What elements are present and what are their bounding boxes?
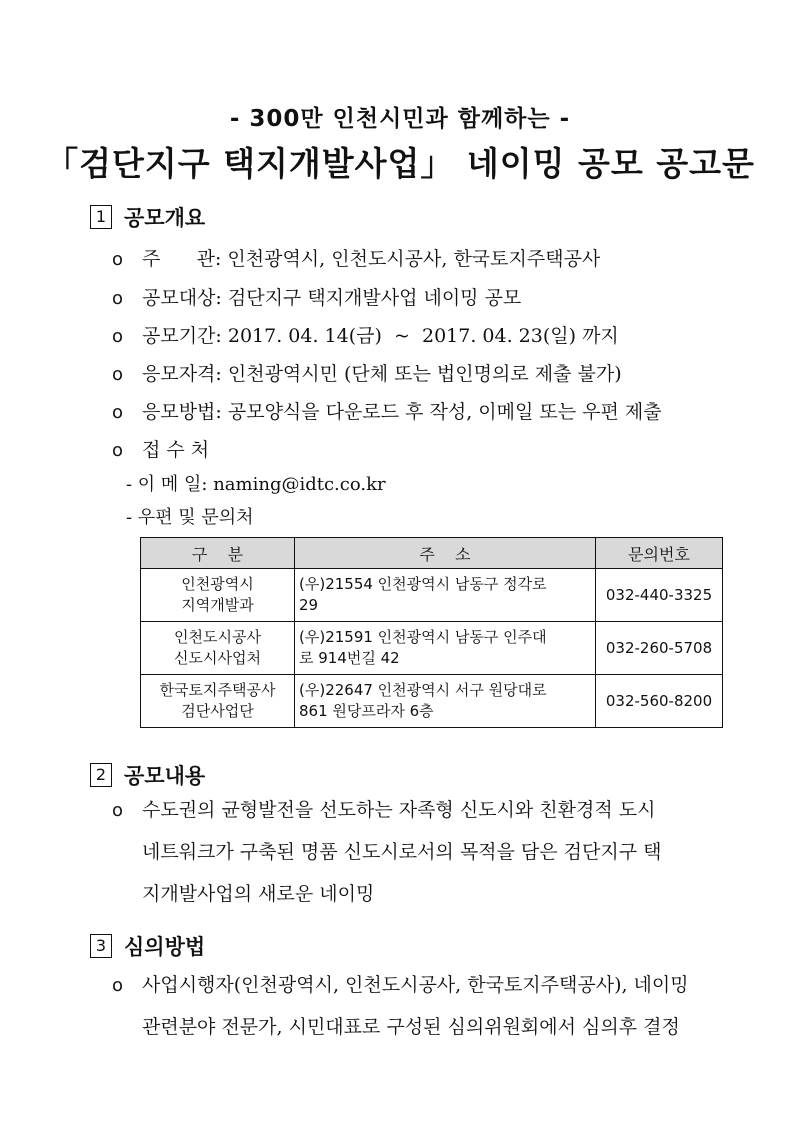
section-title: 공모개요 xyxy=(124,206,206,230)
overview-item-method xyxy=(112,397,662,424)
division-line-1: 한국토지주택공사 xyxy=(159,681,276,699)
paragraph-line: 관련분야 전문가, 시민대표로 구성된 심의위원회에서 심의후 결정 xyxy=(142,1016,680,1038)
paragraph-line: 지개발사업의 새로운 네이밍 xyxy=(142,883,375,905)
bullet-icon: o xyxy=(112,975,124,996)
table-header-row xyxy=(141,538,723,569)
address-cell xyxy=(295,622,596,675)
section-number-box: 3 xyxy=(90,934,112,958)
bullet-icon: o xyxy=(112,402,124,423)
address-line-1: (우)22647 인천광역시 서구 원당대로 xyxy=(299,681,547,699)
division-cell xyxy=(141,622,295,675)
table-row xyxy=(141,675,723,728)
paragraph-line: 네트워크가 구축된 명품 신도시로서의 목적을 담은 검단지구 택 xyxy=(142,841,662,863)
item-text: 공모대상: 검단지구 택지개발사업 네이밍 공모 xyxy=(142,287,522,309)
column-header-address: 주 소 xyxy=(295,538,596,569)
phone-cell: 032-440-3325 xyxy=(596,569,723,622)
item-text: 응모방법: 공모양식을 다운로드 후 작성, 이메일 또는 우편 제출 xyxy=(142,401,662,423)
item-text: 접 수 처 xyxy=(142,439,210,461)
section-title: 공모내용 xyxy=(124,764,206,788)
overview-item-eligibility xyxy=(112,359,622,386)
division-line-2: 검단사업단 xyxy=(181,702,254,720)
division-cell xyxy=(141,569,295,622)
section-1-heading xyxy=(90,202,205,232)
section-number-box: 1 xyxy=(90,205,112,229)
address-cell xyxy=(295,569,596,622)
bullet-icon: o xyxy=(112,288,124,309)
bullet-icon: o xyxy=(112,364,124,385)
paragraph-line: 수도권의 균형발전을 선도하는 자족형 신도시와 친환경적 도시 xyxy=(142,799,656,821)
overview-item-period xyxy=(112,321,619,348)
document-title: 「검단지구 택지개발사업」 네이밍 공모 공고문 xyxy=(45,144,755,183)
table-row xyxy=(141,569,723,622)
address-cell xyxy=(295,675,596,728)
address-line-2: 로 914번길 42 xyxy=(299,649,400,667)
section-number-box: 2 xyxy=(90,763,112,787)
post-inquiry-line: - 우편 및 문의처 xyxy=(126,507,254,528)
address-line-2: 861 원당프라자 6층 xyxy=(299,702,434,720)
document-subtitle: - 300만 인천시민과 함께하는 - xyxy=(229,106,571,132)
section-3-heading xyxy=(90,931,205,961)
phone-cell: 032-260-5708 xyxy=(596,622,723,675)
section-title: 심의방법 xyxy=(124,935,206,959)
bullet-icon: o xyxy=(112,326,124,347)
paragraph-line: 사업시행자(인천광역시, 인천도시공사, 한국토지주택공사), 네이밍 xyxy=(142,974,689,996)
column-header-phone: 문의번호 xyxy=(596,538,723,569)
overview-item-reception xyxy=(112,435,209,462)
item-text: 공모기간: 2017. 04. 14(금) ~ 2017. 04. 23(일) 까지 xyxy=(142,325,619,347)
address-line-1: (우)21591 인천광역시 남동구 인주대 xyxy=(299,628,547,646)
overview-item-target xyxy=(112,283,521,310)
email-line: - 이 메 일: naming@idtc.co.kr xyxy=(126,474,386,495)
table-row xyxy=(141,622,723,675)
division-line-1: 인천도시공사 xyxy=(174,628,261,646)
contact-table xyxy=(140,537,723,728)
review-paragraph xyxy=(112,970,689,997)
bullet-icon: o xyxy=(112,249,124,270)
content-paragraph xyxy=(112,795,655,822)
division-line-1: 인천광역시 xyxy=(181,575,254,593)
section-2-heading xyxy=(90,760,205,790)
phone-cell: 032-560-8200 xyxy=(596,675,723,728)
overview-item-organizer xyxy=(112,244,600,271)
item-text: 응모자격: 인천광역시민 (단체 또는 법인명의로 제출 불가) xyxy=(142,363,622,385)
column-header-division: 구 분 xyxy=(141,538,295,569)
bullet-icon: o xyxy=(112,440,124,461)
item-text: 주 관: 인천광역시, 인천도시공사, 한국토지주택공사 xyxy=(142,248,601,270)
division-cell xyxy=(141,675,295,728)
division-line-2: 지역개발과 xyxy=(181,596,254,614)
address-line-1: (우)21554 인천광역시 남동구 정각로 xyxy=(299,575,547,593)
bullet-icon: o xyxy=(112,800,124,821)
address-line-2: 29 xyxy=(299,596,319,614)
division-line-2: 신도시사업처 xyxy=(174,649,261,667)
